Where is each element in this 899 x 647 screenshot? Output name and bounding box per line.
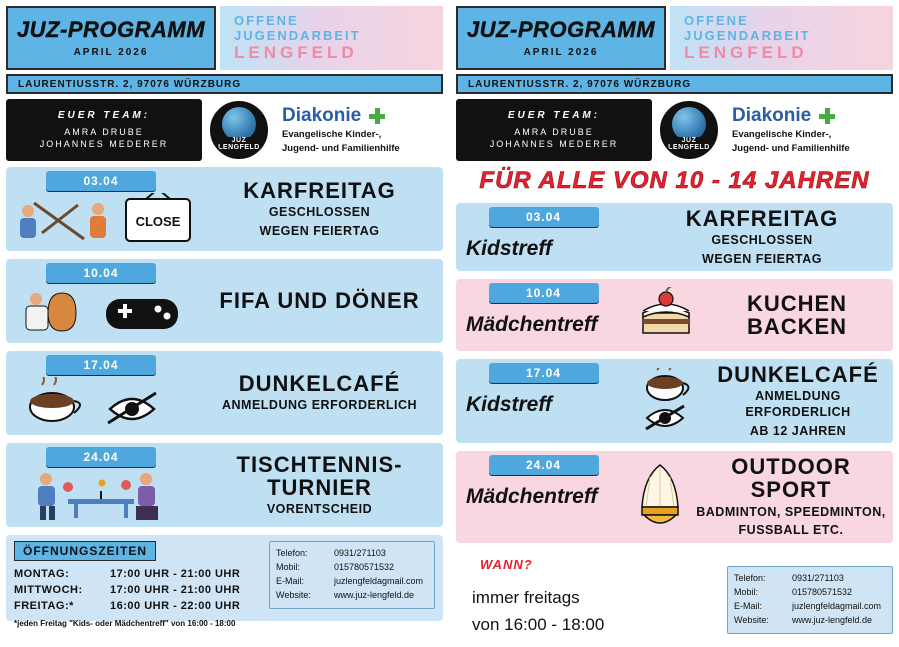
coffee-and-eye-icons xyxy=(631,359,703,443)
header-month: APRIL 2026 xyxy=(73,46,149,58)
event-title: TISCHTENNIS- xyxy=(236,451,403,477)
diakonie-logo-block xyxy=(726,99,893,161)
event-title-line2: TURNIER xyxy=(267,474,372,500)
contact-email-value[interactable]: juzlengfeldagmail.com xyxy=(334,575,424,586)
contact-phone-value: 0931/271103 xyxy=(792,572,844,583)
event-row xyxy=(6,351,443,435)
when-block xyxy=(456,553,727,647)
event-text-col xyxy=(196,351,443,435)
event-row xyxy=(456,451,893,542)
event-date: 03.04 xyxy=(46,171,156,191)
contact-mobile-value: 015780571532 xyxy=(334,561,395,572)
when-line-1: immer freitags xyxy=(472,587,580,607)
header-title-block xyxy=(6,6,216,70)
coffee-and-eye-illustration xyxy=(6,377,196,433)
poster-left xyxy=(0,0,449,631)
diakonie-sub-2: Jugend- und Familienhilfe xyxy=(732,143,850,154)
footer-right xyxy=(456,551,893,647)
team-row-left xyxy=(6,99,443,161)
team-member-2: JOHANNES MEDERER xyxy=(489,139,619,149)
diakonie-cross-icon xyxy=(819,108,835,124)
event-text-col xyxy=(701,279,893,351)
event-text-col xyxy=(196,443,443,527)
hours-row xyxy=(14,567,261,583)
event-sub-1: GESCHLOSSEN xyxy=(711,233,813,248)
event-date: 24.04 xyxy=(46,447,156,467)
event-date: 17.04 xyxy=(46,355,156,375)
tagline-line3: LENGFELD xyxy=(234,43,358,62)
contact-box xyxy=(269,541,435,609)
event-row xyxy=(6,259,443,343)
contact-mobile-label: Mobil: xyxy=(276,561,301,572)
tagline-line3: LENGFELD xyxy=(684,43,808,62)
event-date: 17.04 xyxy=(489,363,599,383)
page-title: JUZ-PROGRAMM xyxy=(16,16,206,42)
team-box xyxy=(6,99,202,161)
event-left-col xyxy=(456,279,631,351)
contact-email-label: E-Mail: xyxy=(276,575,305,586)
tagline-line1: OFFENE xyxy=(234,13,299,28)
event-group-label: Mädchentreff xyxy=(466,485,598,509)
opening-hours-title: ÖFFNUNGSZEITEN xyxy=(14,541,156,561)
event-date: 10.04 xyxy=(489,283,599,303)
diakonie-sub-1: Evangelische Kinder-, xyxy=(282,129,382,141)
hours-time: 17:00 UHR - 21:00 UHR xyxy=(110,568,241,580)
event-row xyxy=(456,359,893,443)
contact-phone-label: Telefon: xyxy=(734,572,766,583)
team-heading: EUER TEAM: xyxy=(507,110,601,121)
hours-note: *jeden Freitag "Kids- oder Mädchentreff" von 16:00 - 18:00 xyxy=(14,618,236,628)
event-text-col xyxy=(631,203,893,271)
event-date: 10.04 xyxy=(46,263,156,283)
age-banner: FÜR ALLE VON 10 - 14 JAHREN xyxy=(479,167,870,194)
event-title: FIFA UND DÖNER xyxy=(219,288,420,314)
event-sub-2: FUSSBALL ETC. xyxy=(738,523,844,538)
event-sub-2: AB 12 JAHREN xyxy=(749,423,847,438)
event-date: 24.04 xyxy=(489,455,599,475)
address-bar: LAURENTIUSSTR. 2, 97076 WÜRZBURG xyxy=(456,74,893,94)
page-title: JUZ-PROGRAMM xyxy=(466,16,656,42)
event-left-col xyxy=(456,451,631,542)
event-title: KUCHEN BACKEN xyxy=(746,291,848,340)
team-member-1: AMRA DRUBE xyxy=(64,127,144,137)
contact-website-value[interactable]: www.juz-lengfeld.de xyxy=(334,589,415,600)
diakonie-cross-icon xyxy=(369,108,385,124)
globe-icon xyxy=(222,107,256,141)
event-row xyxy=(6,167,443,251)
juz-logo xyxy=(656,99,722,161)
footer-left xyxy=(6,535,443,628)
event-row xyxy=(456,203,893,271)
event-title: OUTDOOR SPORT xyxy=(731,454,851,503)
event-sub-1: GESCHLOSSEN xyxy=(268,204,371,219)
doner-and-gamepad-illustration xyxy=(6,285,196,341)
team-row-right xyxy=(456,99,893,161)
hours-day: MITTWOCH: xyxy=(14,583,83,596)
event-left-col xyxy=(6,259,196,343)
event-sub-1: BADMINTON, SPEEDMINTON, xyxy=(696,504,886,519)
event-left-col xyxy=(456,359,631,443)
shuttlecock-icon xyxy=(631,451,689,542)
event-text-col xyxy=(703,359,893,443)
event-left-col xyxy=(6,443,196,527)
diakonie-logo-block xyxy=(276,99,443,161)
event-row xyxy=(6,443,443,527)
event-sub-2: WEGEN FEIERTAG xyxy=(702,251,822,266)
event-title: KARFREITAG xyxy=(243,177,396,203)
diakonie-sub-2: Jugend- und Familienhilfe xyxy=(282,143,400,154)
event-sub-1: ANMELDUNG ERFORDERLICH xyxy=(221,398,418,413)
address-bar: LAURENTIUSSTR. 2, 97076 WÜRZBURG xyxy=(6,74,443,94)
contact-email-label: E-Mail: xyxy=(734,600,763,611)
contact-box xyxy=(727,566,893,634)
diakonie-name: Diakonie xyxy=(732,105,812,127)
contact-website-label: Website: xyxy=(276,589,311,600)
team-heading: EUER TEAM: xyxy=(57,110,151,121)
cake-slice-icon xyxy=(631,279,701,351)
header-tagline xyxy=(670,6,893,70)
event-sub-2: WEGEN FEIERTAG xyxy=(259,223,380,238)
event-group-label: Mädchentreff xyxy=(466,313,598,337)
tagline-line2: JUGENDARBEIT xyxy=(684,28,811,43)
team-member-2: JOHANNES MEDERER xyxy=(39,139,169,149)
event-title: KARFREITAG xyxy=(685,206,839,231)
when-label: WANN? xyxy=(480,556,533,572)
event-group-label: Kidstreff xyxy=(466,237,552,260)
contact-website-label: Website: xyxy=(734,614,769,625)
contact-phone-label: Telefon: xyxy=(276,548,308,558)
svg-text:CLOSE: CLOSE xyxy=(135,214,181,229)
table-tennis-players-illustration xyxy=(6,469,196,525)
hours-day: FREITAG:* xyxy=(14,599,74,612)
header-month: APRIL 2026 xyxy=(523,46,599,58)
globe-icon xyxy=(672,107,706,141)
header-tagline xyxy=(220,6,443,70)
event-date: 03.04 xyxy=(489,207,599,227)
diakonie-name: Diakonie xyxy=(282,105,362,127)
event-left-col xyxy=(6,167,196,251)
event-title: DUNKELCAFÉ xyxy=(238,371,401,397)
team-member-1: AMRA DRUBE xyxy=(514,127,594,137)
team-box xyxy=(456,99,652,161)
juz-logo-label: JUZ LENGFELD xyxy=(212,137,266,151)
event-sub-1: ANMELDUNG ERFORDERLICH xyxy=(745,389,851,420)
event-text-col xyxy=(689,451,893,542)
hours-time: 16:00 UHR - 22:00 UHR xyxy=(110,599,241,612)
contact-email-value[interactable]: juzlengfeldagmail.com xyxy=(792,600,882,611)
tagline-line2: JUGENDARBEIT xyxy=(234,28,361,43)
event-group-label: Kidstreff xyxy=(466,393,552,417)
diakonie-sub-1: Evangelische Kinder-, xyxy=(732,129,832,141)
header-right xyxy=(456,6,893,70)
header-title-block xyxy=(456,6,666,70)
contact-mobile-label: Mobil: xyxy=(734,586,759,597)
poster-right xyxy=(450,0,899,634)
hours-day: MONTAG: xyxy=(14,568,70,580)
header-left xyxy=(6,6,443,70)
event-row xyxy=(456,279,893,351)
contact-website-value[interactable]: www.juz-lengfeld.de xyxy=(792,614,873,625)
when-line-2: von 16:00 - 18:00 xyxy=(472,614,605,634)
cross-carry-illustration xyxy=(6,193,196,249)
event-left-col xyxy=(456,203,631,271)
event-title: DUNKELCAFÉ xyxy=(717,362,879,388)
hours-row xyxy=(14,583,261,599)
hours-row xyxy=(14,599,261,615)
juz-logo xyxy=(206,99,272,161)
event-text-col xyxy=(196,259,443,343)
tagline-line1: OFFENE xyxy=(684,13,749,28)
event-sub-1: VORENTSCHEID xyxy=(266,501,373,516)
juz-logo-label: JUZ LENGFELD xyxy=(662,137,716,151)
contact-mobile-value: 015780571532 xyxy=(792,586,853,597)
event-text-col xyxy=(196,167,443,251)
event-left-col xyxy=(6,351,196,435)
hours-time: 17:00 UHR - 21:00 UHR xyxy=(110,583,241,596)
contact-phone-value: 0931/271103 xyxy=(334,548,386,558)
